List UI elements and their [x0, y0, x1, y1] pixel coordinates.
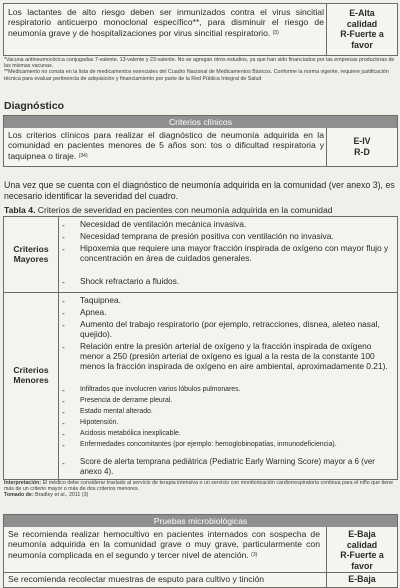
- grade-line: R-Fuerte a: [340, 550, 384, 561]
- note-text: Bradley et al., 2011 (3): [33, 492, 89, 499]
- grade-line: calidad: [346, 18, 378, 29]
- reference-number: (3): [272, 29, 279, 36]
- criterion-item: Necesidad temprana de presión positiva con ventilación no invasiva.: [80, 231, 334, 241]
- body-paragraph: Una vez que se cuenta con el diagnóstico de neumonía adquirida en la comunidad (ver anexo 3), es necesario identificar la severidad del cuadro.: [4, 180, 395, 201]
- criterion-item: Acidosis metabólica inexplicable.: [80, 430, 181, 437]
- bullet: -: [62, 244, 65, 254]
- label-line: Mayores: [13, 254, 49, 264]
- criterion-item: Necesidad de ventilación mecánica invasiva.: [80, 219, 247, 229]
- severity-table: [3, 216, 398, 480]
- grade-line: E-IV: [353, 136, 371, 146]
- grade-line: R-Fuerte a: [340, 29, 384, 40]
- grade-line: E-Alta: [349, 8, 375, 18]
- footnote: *Vacuna antineumocócica conjugadas 7-valente, 13-valente y 23-valente. No se agregan otros estudios, ya que han sido financiados por las empresas productoras de las mismas vacunas.: [4, 57, 395, 70]
- footnotes: [4, 57, 396, 82]
- note-text: El médico debe considerar traslado al servicio de terapia intensiva o un servicio con monitorización cardiorrespiratoria continua para el niño que tiene más de un criterio mayor o más de dos criterios menores.: [4, 480, 393, 493]
- row-divider: [4, 572, 397, 573]
- bullet: -: [62, 418, 65, 428]
- interpretation-note: [4, 480, 396, 492]
- label-line: Criterios: [13, 365, 49, 375]
- source-note: [4, 492, 396, 498]
- pruebas-row-2-text: Se recomienda recolectar muestras de esputo para cultivo y tinción: [8, 574, 265, 584]
- bullet: -: [62, 440, 65, 450]
- criterion-item: Enfermedades concomitantes (por ejemplo: hemoglobinopatías, inmunodeficiencia).: [80, 441, 337, 448]
- bullet: -: [62, 342, 65, 352]
- criterion-item: Aumento del trabajo respiratorio (por ejemplo, retracciones, disnea, aleteo nasal, quejido).: [80, 319, 380, 340]
- reference-number: (34): [78, 152, 88, 159]
- footnote: **Medicamento no consta en la lista de medicamentos esenciales del Cuadro Nacional de Medicamentos Básicos. Conforme la norma vigente, requiere justificación técnica para evaluar pertinencia de adquisición y financiamiento por parte de la Red Pública Integral de Salud: [4, 69, 389, 82]
- bullet: -: [62, 429, 65, 439]
- bullet: -: [62, 220, 65, 230]
- recommendation-box-vsr: [3, 3, 398, 56]
- grade-line: favor: [351, 560, 373, 571]
- bullet: -: [62, 296, 65, 306]
- diagnostico-text: [8, 130, 324, 161]
- table-title: Criterios de severidad en pacientes con neumonía adquirida en la comunidad: [35, 205, 333, 215]
- label-line: Menores: [13, 375, 49, 385]
- column-divider: [58, 217, 59, 479]
- note-label: Tomado de:: [4, 492, 34, 499]
- criterion-text: Score de alerta temprana pediátrica (Pediatric Early Warning Score) mayor a 6 (ver anexo 4).: [80, 457, 375, 476]
- diagnostico-body: Los criterios clínicos para realizar el diagnóstico de neumonía adquirida en la comunidad en pacientes menores de 5 años son: tos o dificultad respiratoria y taquipnea o tiraje.: [8, 130, 324, 161]
- evidence-grade: [327, 136, 397, 157]
- bullet: -: [62, 396, 65, 406]
- label-line: Criterios: [13, 244, 49, 254]
- section-bar: Criterios clínicos: [4, 116, 397, 128]
- pruebas-box: [3, 514, 398, 588]
- recommendation-text: [8, 7, 324, 38]
- grade-line: calidad: [346, 539, 378, 550]
- criterion-item: Shock refractario a fluidos.: [80, 276, 180, 286]
- bullet: -: [62, 232, 65, 242]
- bullet: -: [62, 320, 65, 330]
- table-number: Tabla 4.: [4, 205, 36, 215]
- evidence-grade: [327, 529, 397, 571]
- criterion-item: [80, 457, 392, 477]
- bullet: -: [62, 277, 65, 287]
- criterion-item: Presencia de derrame pleural.: [80, 397, 173, 404]
- bullet: -: [62, 407, 65, 417]
- pruebas-row-1-text: [8, 529, 320, 560]
- criterion-item: Infiltrados que involucren varios lóbulos pulmonares.: [80, 386, 241, 393]
- diagnostico-box: [3, 115, 398, 167]
- section-bar: Pruebas microbiológicas: [4, 515, 397, 527]
- reference-number: (3): [251, 551, 258, 558]
- criterion-item: Hipotensión.: [80, 419, 119, 426]
- bullet: -: [62, 458, 65, 468]
- evidence-grade: [327, 574, 397, 585]
- criteria-label-menores: [5, 365, 57, 385]
- evidence-grade: [327, 8, 397, 50]
- row-divider: [4, 292, 397, 293]
- grade-line: favor: [351, 39, 373, 50]
- criterion-item: Relación entre la presión arterial de oxígeno y la fracción inspirada de oxígeno menor a 250 (presión arterial de oxígeno es igual a la resta de la constante 100 menos la fracción inspirada de oxígeno en aire ambiental, aproximadamente 0.21).: [80, 341, 388, 372]
- note-label: Interpretación:: [4, 480, 42, 486]
- grade-line: R-D: [354, 146, 370, 157]
- bullet: -: [62, 385, 65, 395]
- recommendation-body: Los lactantes de alto riesgo deben ser inmunizados contra el virus sincitial respiratorio anticuerpo monoclonal específico**, para disminuir el riesgo de neumonía grave y de hospitalizaciones por virus sincitial respiratorio.: [8, 7, 324, 38]
- grade-line: E-Baja: [348, 529, 376, 539]
- bullet: -: [62, 308, 65, 318]
- criterion-item: Estado mental alterado.: [80, 408, 153, 415]
- table-caption: [4, 205, 398, 215]
- table-notes: [4, 480, 396, 499]
- criterion-item: Taquipnea.: [80, 295, 121, 305]
- criterion-item: Hipoxemia que requiere una mayor fracción inspirada de oxígeno con mayor flujo y concentración en área de cuidados generales.: [80, 243, 389, 264]
- pruebas-body: Se recomienda realizar hemocultivo en pacientes internados con sospecha de neumonía adquirida en la comunidad grave o muy grave, particularmente con neumonía complicada en el segundo y tercer nivel de atención.: [8, 529, 320, 560]
- criterion-item: Apnea.: [80, 307, 107, 317]
- section-title-diagnostico: Diagnóstico: [4, 100, 65, 112]
- grade-line: E-Baja: [348, 574, 376, 584]
- criteria-label-mayores: [5, 244, 57, 264]
